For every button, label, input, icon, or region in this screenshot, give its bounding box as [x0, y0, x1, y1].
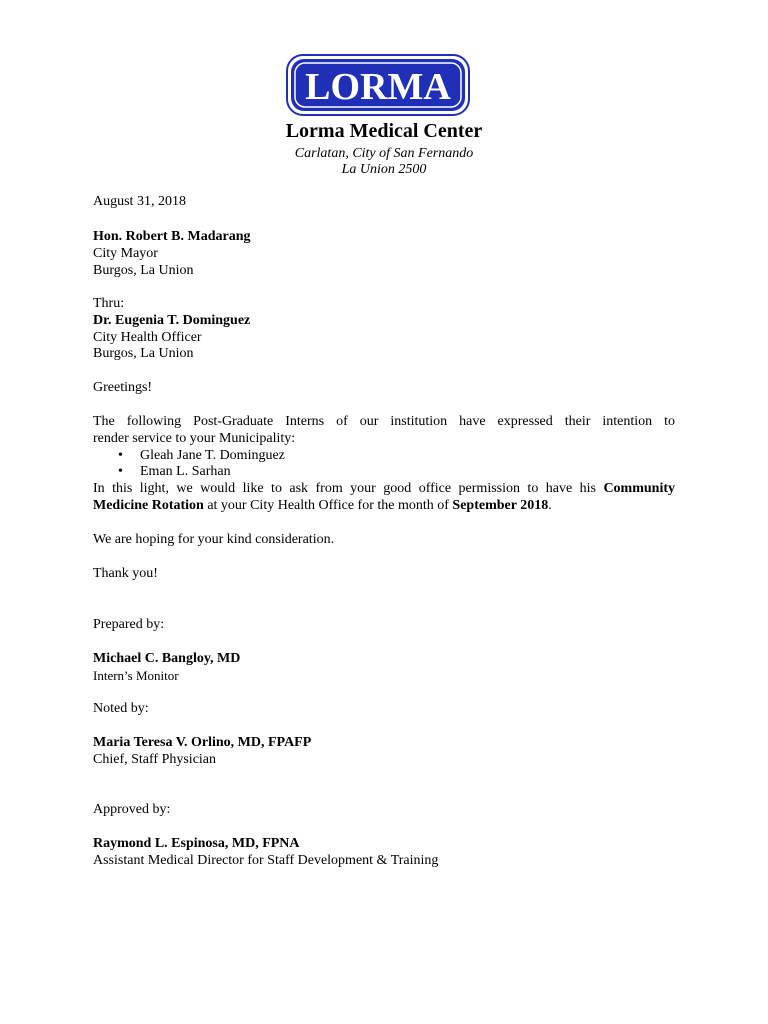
recipient-location: Burgos, La Union	[93, 262, 194, 278]
letter-body	[93, 414, 675, 515]
intern-name: Gleah Jane T. Dominguez	[140, 447, 285, 463]
prepared-name: Michael C. Bangloy, MD	[93, 651, 241, 666]
request-text-2: at your City Health Office for the month of	[207, 497, 449, 513]
recipient-title: City Mayor	[93, 245, 158, 261]
thru-title: City Health Officer	[93, 329, 202, 345]
hope-line: We are hoping for your kind consideration.	[93, 532, 335, 547]
list-item: • Eman L. Sarhan	[118, 464, 231, 480]
approved-title: Assistant Medical Director for Staff Development & Training	[93, 852, 439, 868]
prepared-label: Prepared by:	[93, 617, 165, 632]
thru-label: Thru:	[93, 296, 125, 311]
prepared-block	[93, 651, 675, 685]
intro-line-2: render service to your Municipality:	[93, 430, 296, 446]
thanks-line: Thank you!	[93, 566, 158, 581]
noted-title: Chief, Staff Physician	[93, 751, 217, 767]
approved-label: Approved by:	[93, 802, 171, 817]
intern-name: Eman L. Sarhan	[140, 464, 231, 480]
request-line-2	[93, 498, 675, 515]
recipient-block	[93, 229, 675, 279]
request-bold-month: September 2018	[452, 497, 549, 513]
recipient-name: Hon. Robert B. Madarang	[93, 229, 251, 244]
address-line-1: Carlatan, City of San Fernando	[294, 146, 474, 161]
approved-block	[93, 836, 675, 870]
letter-date: August 31, 2018	[93, 194, 186, 209]
request-bold-rotation: Medicine Rotation	[93, 497, 204, 513]
request-bold-community: Community	[603, 481, 675, 497]
noted-block	[93, 735, 675, 769]
noted-label: Noted by:	[93, 701, 149, 716]
address-line-2: La Union 2500	[341, 162, 427, 177]
list-item: • Gleah Jane T. Dominguez	[118, 447, 285, 463]
approved-name: Raymond L. Espinosa, MD, FPNA	[93, 836, 300, 851]
organization-name: Lorma Medical Center	[285, 120, 483, 142]
intro-line-1: The following Post-Graduate Interns of our institution have expressed their intention to	[93, 414, 675, 429]
request-end: .	[548, 497, 552, 513]
thru-block	[93, 296, 675, 363]
intern-list	[93, 448, 675, 482]
noted-name: Maria Teresa V. Orlino, MD, FPAFP	[93, 735, 312, 750]
request-text-1: In this light, we would like to ask from your good office permission to have his	[93, 481, 596, 497]
lorma-logo	[286, 54, 470, 116]
request-line-1	[93, 481, 675, 498]
thru-name: Dr. Eugenia T. Dominguez	[93, 312, 251, 328]
greeting: Greetings!	[93, 380, 153, 395]
thru-location: Burgos, La Union	[93, 346, 194, 362]
logo-text: LORMA	[305, 66, 451, 108]
prepared-title: Intern’s Monitor	[93, 667, 179, 683]
